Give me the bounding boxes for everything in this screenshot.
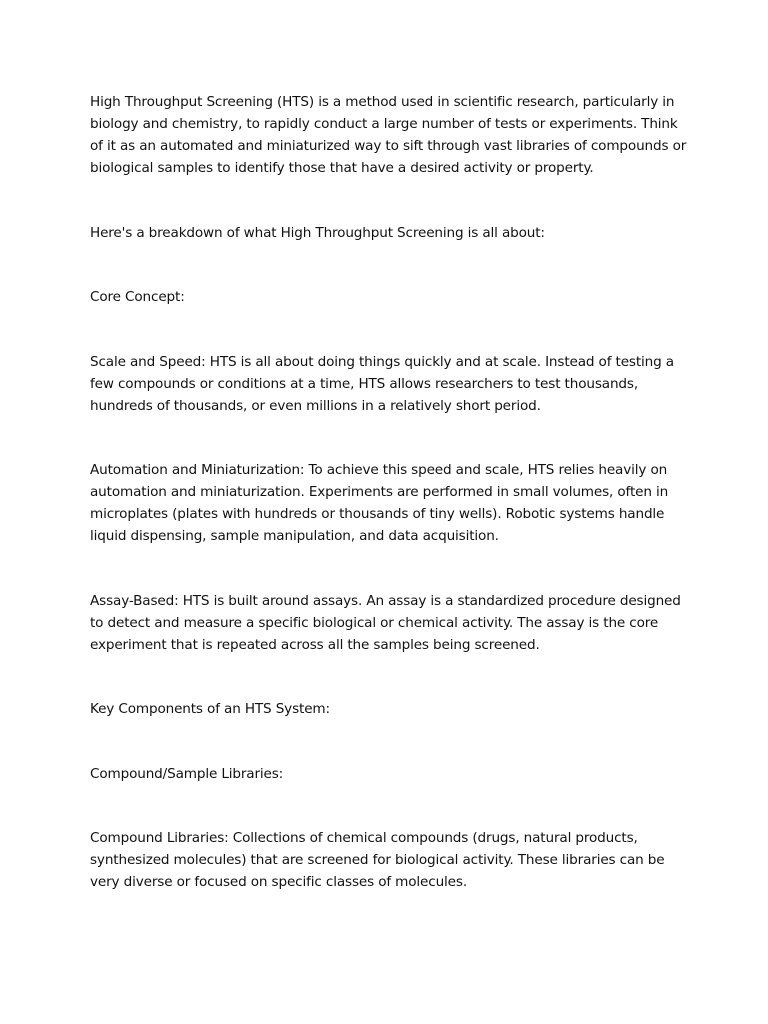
paragraph-automation: Automation and Miniaturization: To achieve this speed and scale, HTS relies heavily on automation and miniaturization. Experiments are performed in small volumes, often in microplates (plates with hundreds or thousands of tiny wells). Robotic systems handle liquid dispensing, sample manipulation, and data acquisition. <box>90 462 669 544</box>
paragraph-assay-based: Assay-Based: HTS is built around assays. An assay is a standardized procedure designed to detect and measure a specific biological or chemical activity. The assay is the core experiment that is repeated across all the samples being screened. <box>90 593 681 653</box>
paragraph-breakdown: Here's a breakdown of what High Throughput Screening is all about: <box>90 225 545 241</box>
heading-key-components: Key Components of an HTS System: <box>90 701 330 717</box>
heading-compound-libraries: Compound/Sample Libraries: <box>90 766 284 782</box>
paragraph-intro: High Throughput Screening (HTS) is a method used in scientific research, particularly in biology and chemistry, to rapidly conduct a large number of tests or experiments. Think of it as an automated and miniaturized way to sift through vast libraries of compounds or biological samples to identify those that have a desired activity or property. <box>90 94 687 176</box>
paragraph-compound-libraries: Compound Libraries: Collections of chemical compounds (drugs, natural products, synthesized molecules) that are screened for biological activity. These libraries can be very diverse or focused on specific classes of molecules. <box>90 830 665 890</box>
paragraph-scale-speed: Scale and Speed: HTS is all about doing things quickly and at scale. Instead of testing a few compounds or conditions at a time, HTS allows researchers to test thousands, hundreds of thousands, or even millions in a relatively short period. <box>90 354 674 414</box>
heading-core-concept: Core Concept: <box>90 289 185 305</box>
